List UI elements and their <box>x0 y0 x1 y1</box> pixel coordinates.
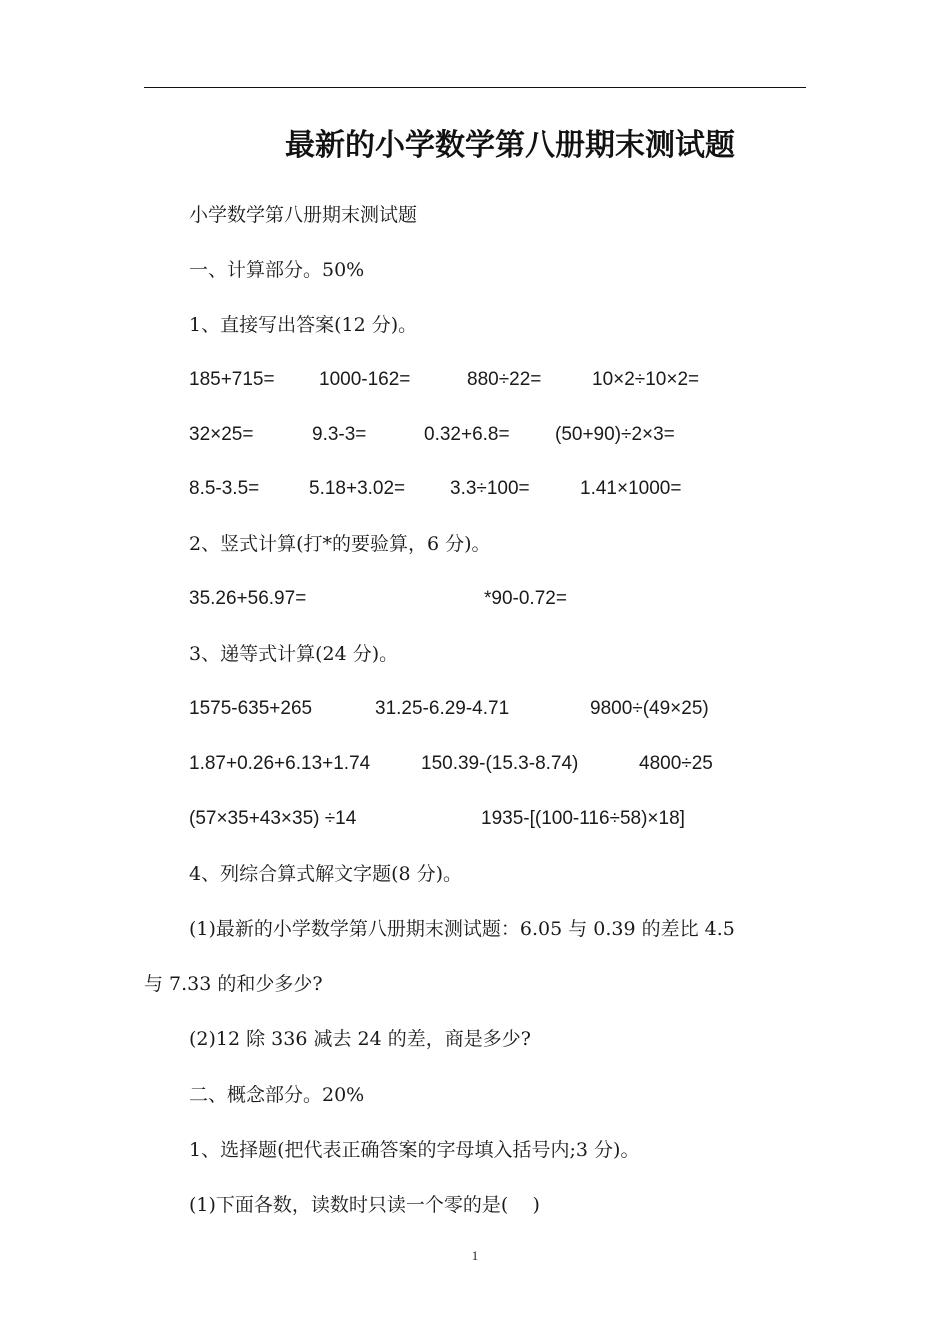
question-2-heading: 2、竖式计算(打*的要验算，6 分)。 <box>189 533 491 555</box>
q1-problem: 0.32+6.8= <box>424 424 510 445</box>
document-title: 最新的小学数学第八册期末测试题 <box>285 128 735 163</box>
q2-problem: *90-0.72= <box>484 588 567 609</box>
q3-problem: 1.87+0.26+6.13+1.74 <box>189 753 371 774</box>
q3-problem: 1575-635+265 <box>189 698 313 719</box>
q1-problem: 1.41×1000= <box>580 478 682 499</box>
q1-problem: 32×25= <box>189 424 254 445</box>
page-number: 1 <box>471 1248 479 1263</box>
q1-problem: 3.3÷100= <box>450 478 530 499</box>
concept-1-heading: 1、选择题(把代表正确答案的字母填入括号内;3 分)。 <box>189 1139 640 1161</box>
q2-problem: 35.26+56.97= <box>189 588 307 609</box>
q3-problem: (57×35+43×35) ÷14 <box>189 808 357 829</box>
q1-problem: 10×2÷10×2= <box>592 369 700 390</box>
q3-problem: 9800÷(49×25) <box>590 698 709 719</box>
q3-problem: 31.25-6.29-4.71 <box>375 698 510 719</box>
q1-problem: 5.18+3.02= <box>309 478 406 499</box>
q1-problem: 9.3-3= <box>312 424 367 445</box>
q1-problem: 880÷22= <box>467 369 542 390</box>
question-3-heading: 3、递等式计算(24 分)。 <box>189 643 399 665</box>
q4-item-2: (2)12 除 336 减去 24 的差，商是多少? <box>189 1028 531 1050</box>
q1-problem: (50+90)÷2×3= <box>555 424 675 445</box>
question-1-heading: 1、直接写出答案(12 分)。 <box>189 314 418 336</box>
q1-problem: 1000-162= <box>319 369 411 390</box>
q1-problem: 185+715= <box>189 369 275 390</box>
subtitle: 小学数学第八册期末测试题 <box>189 204 418 226</box>
concept-1-item-1: (1)下面各数，读数时只读一个零的是( ) <box>189 1194 540 1216</box>
header-rule <box>144 87 806 88</box>
q3-problem: 4800÷25 <box>639 753 713 774</box>
section-heading-calc: 一、计算部分。50% <box>189 259 365 281</box>
q4-item-1-continued: 与 7.33 的和少多少? <box>144 973 323 995</box>
question-4-heading: 4、列综合算式解文字题(8 分)。 <box>189 863 463 885</box>
q3-problem: 150.39-(15.3-8.74) <box>421 753 579 774</box>
q4-item-1: (1)最新的小学数学第八册期末测试题：6.05 与 0.39 的差比 4.5 <box>189 918 735 940</box>
q1-problem: 8.5-3.5= <box>189 478 260 499</box>
q3-problem: 1935-[(100-116÷58)×18] <box>481 808 685 829</box>
section-heading-concept: 二、概念部分。20% <box>189 1084 365 1106</box>
